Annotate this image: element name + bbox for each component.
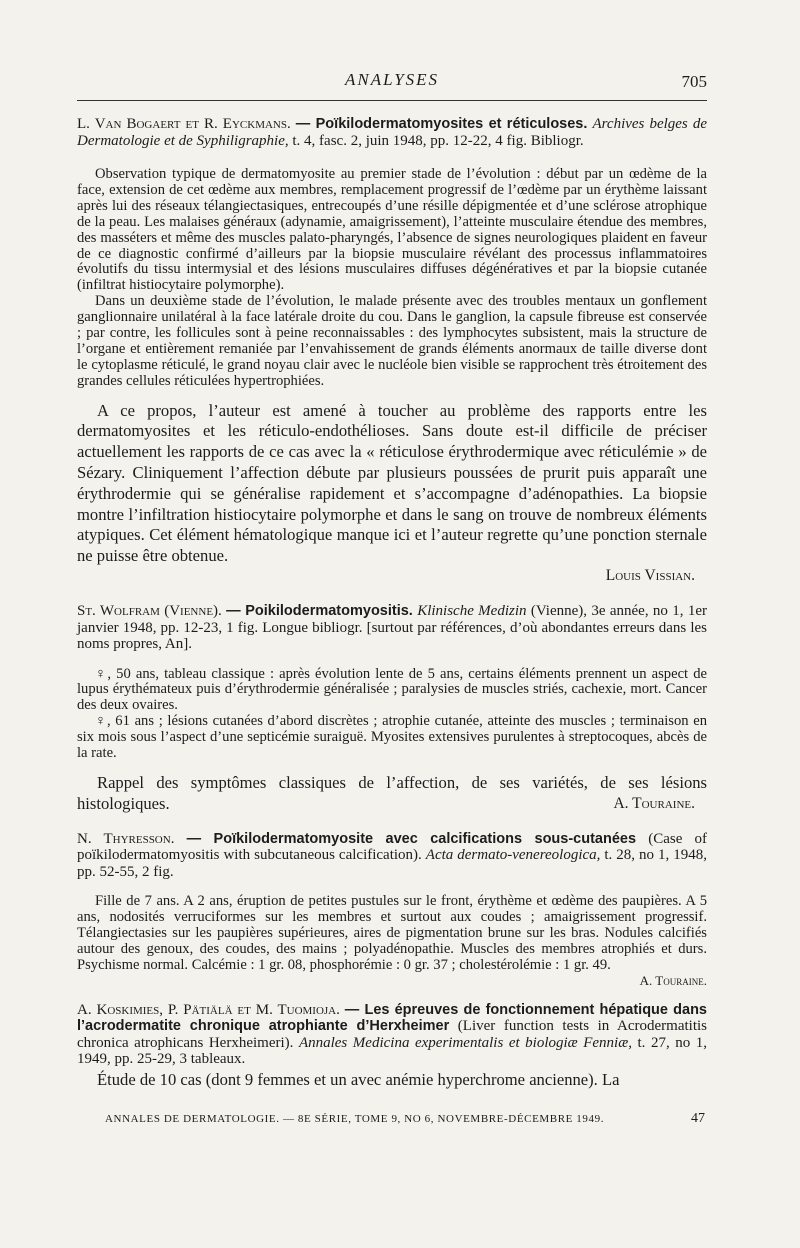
page-header: [77, 70, 707, 96]
article-citation: [77, 1002, 707, 1068]
article-authors: St. Wolfram (Vienne).: [77, 603, 222, 620]
article-details: t. 27, no 1, 1949, pp. 25-29, 3 tableaux.: [77, 1034, 708, 1068]
case-paragraph: ♀, 50 ans, tableau classique : après évolution lente de 5 ans, certains éléments prennent un aspect de lupus érythémateux puis d’érythrodermie généralisée ; paralysies de muscles striés, cachexie, mort. Cancer des deux ovaires.: [77, 665, 707, 714]
article-authors: N. Thyresson.: [77, 830, 175, 847]
article-details: t. 4, fasc. 2, juin 1948, pp. 12-22, 4 fig. Bibliogr.: [292, 132, 584, 149]
summary-paragraph: Observation typique de dermatomyosite au premier stade de l’évolution : début par un œdème de la face, extension de cet œdème aux membres, remplacement progressif de l’œdème par un érythème laissant après lui des réseaux télangiectasiques, entrecoupés d’une résille dépigmentée et d’une sclérose atrophique de la peau. Les malaises généraux (adynamie, amaigrissement), l’atteinte musculaire étendue des membres, des masséters et même des muscles palato-pharyngés, l’absence de signes neurologiques plaident en faveur de ce diagnostic confirmé d’ailleurs par la biopsie musculaire révélant des processus inflammatoires évolutifs du tissu intermysial et des lésions musculaires diffuses dégénératives et par la biopsie cutanée (infiltrat histiocytaire polymorphe).: [77, 166, 707, 294]
article-subtitle: (Case of poïkilodermatomyositis with subcutaneous calcification).: [77, 830, 708, 864]
article-citation: [77, 831, 707, 881]
reviewer-signature: Louis Vissian.: [605, 567, 695, 585]
signature-folio: 47: [691, 1111, 705, 1126]
journal-footer: ANNALES DE DERMATOLOGIE. — 8E SÉRIE, TOME 9, NO 6, NOVEMBRE-DÉCEMBRE 1949.: [105, 1113, 605, 1125]
article-title: — Les épreuves de fonctionnement hépatique dans l’acrodermatite chronique atrophiante d’Herxheimer: [77, 1001, 707, 1035]
article-citation: [77, 116, 707, 149]
page-number: 705: [681, 72, 707, 91]
article-journal: Archives belges de Dermatologie et de Syphiligraphie,: [77, 116, 707, 149]
article-journal: Annales Medicina experimentalis et biologiæ Fenniæ,: [298, 1034, 632, 1051]
article-authors: A. Koskimies, P. Pätiälä et M. Tuomioja.: [77, 1001, 340, 1018]
commentary-paragraph: A ce propos, l’auteur est amené à toucher au problème des rapports entre les dermatomyosites et les réticulo-endothélioses. Sans doute est-il difficile de préciser actuellement les rapports de ce cas avec la « réticulose érythrodermique avec réticulémie » de Sézary. Cliniquement l’affection débute par plusieurs poussées de prurit puis apparaît une érythrodermie qui se généralise rapidement et s’accompagne d’adénopathies. La biopsie montre l’infiltration histiocytaire polymorphe et dans le sang on trouve de nombreux éléments atypiques. Cet élément hématologique manque ici et l’auteur regrette qu’une ponction sternale ne puisse être obtenue.: [77, 400, 707, 566]
article-title: — Poïkilodermatomyosite avec calcifications sous-cutanées: [186, 830, 637, 847]
article-authors: L. Van Bogaert et R. Eyckmans.: [77, 116, 291, 132]
case-paragraph: Fille de 7 ans. A 2 ans, éruption de petites pustules sur le front, érythème et œdème des paupières. A 5 ans, nodosités verruciformes sur les membres et surtout aux coudes ; amaigrissement progressif. Télangiectasies sur les paupières supérieures, aires de pigmentation brune sur les bras. Nodules calcifiés autour des genoux, des coudes, des mains ; polyadénopathie. Muscles des membres atrophiés et durs. Psychisme normal. Calcémie : 1 gr. 08, phosphorémie : 0 gr. 37 ; cholestérolémie : 1 gr. 49.: [77, 893, 707, 973]
article-journal: Acta dermato-venereologica,: [425, 847, 601, 864]
article-column: [77, 116, 707, 1090]
page-footer: [105, 1111, 705, 1133]
article-citation: [77, 603, 707, 653]
commentary-paragraph: Étude de 10 cas (dont 9 femmes et un avec anémie hyperchrome ancienne). La: [97, 1069, 620, 1089]
case-paragraph: ♀, 61 ans ; lésions cutanées d’abord discrètes ; atrophie cutanée, atteinte des muscles ; terminaison en six mois sous l’aspect d’une septicémie suraiguë. Myosites extensives purulentes à streptocoques, abcès de la rate.: [77, 713, 707, 762]
article-journal: Klinische Medizin: [417, 603, 527, 620]
article-details: t. 28, no 1, 1948, pp. 52-55, 2 fig.: [77, 847, 707, 880]
article-thyresson: [77, 831, 707, 988]
summary-paragraph: Dans un deuxième stade de l’évolution, le malade présente avec des troubles mentaux un gonflement ganglionnaire unilatéral à la face latérale droite du cou. Dans le ganglion, la capsule fibreuse est conservée ; par contre, les follicules sont à peine reconnaissables : des lymphocytes subsistent, mais la structure de l’organe et entièrement remaniée par l’envahissement de grands éléments anormaux de taille diverse dont le cytoplasme réticulé, le grand noyau clair avec le nucléole bien visible se rapprochent très étroitement des grandes cellules réticulées hypertrophiées.: [77, 293, 707, 389]
article-koskimies: [77, 1002, 707, 1091]
article-van-bogaert: [77, 116, 707, 585]
header-rule: [77, 100, 707, 101]
reviewer-signature: A. Touraine.: [639, 972, 707, 988]
article-wolfram: [77, 603, 707, 813]
article-title: — Poikilodermatomyositis.: [226, 603, 413, 620]
running-title: ANALYSES: [344, 70, 440, 89]
article-title: — Poïkilodermatomyosites et réticuloses.: [295, 116, 588, 132]
article-subtitle: (Liver function tests in Acrodermatitis chronica atrophicans Herxheimeri).: [77, 1018, 708, 1051]
commentary-paragraph: Rappel des symptômes classiques de l’affection, de ses variétés, de ses lésions histologiques.: [77, 773, 707, 813]
article-details: (Vienne), 3e année, no 1, 1er janvier 1948, pp. 12-23, 1 fig. Longue bibliogr. [surtout par références, d’où abondantes erreurs dans les noms propres, An].: [77, 603, 707, 653]
reviewer-signature: A. Touraine.: [613, 794, 695, 812]
